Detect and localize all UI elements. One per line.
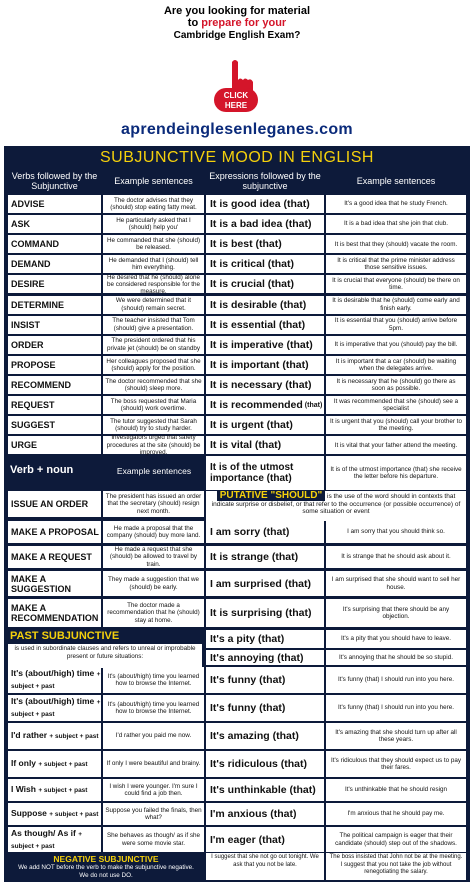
click-label: CLICK [223,91,249,100]
example2-cell: It is necessary that he (should) go there as soon as possible. [326,376,466,394]
past-example2-cell: I'm anxious that he should pay me. [326,803,466,825]
noun-example-cell: They made a suggestion that we (should) be early. [103,571,204,596]
noun-example-cell: He made a proposal that the company (should) buy more land. [103,521,204,543]
expression-cell [206,215,324,233]
site-url[interactable]: aprendeinglesenleganes.com [121,121,353,138]
expression-suffix: (that) [304,401,323,409]
noun-row [8,490,466,518]
past-verb-text: I'd rather [11,730,48,740]
past-row [8,778,466,802]
utmost-expression: It is of the utmost importance (that) [206,456,324,490]
past-example-cell: It's (about/high) time you learned how to browse the Internet. [103,695,204,721]
noun-example2-cell: It's surprising that there should be any objection. [326,599,466,627]
past-expression-cell: It's annoying (that) [206,650,324,665]
table-row [8,315,466,335]
past-example-cell: Suppose you failed the finals, then what? [103,803,204,825]
expression-text: It is necessary (that) [210,378,312,391]
table-row [8,234,466,254]
verb-noun-header: Verb + noun [10,464,74,476]
verb-cell: ADVISE [8,195,101,213]
noun-row [8,520,466,544]
header-examples: Example sentences [114,176,193,186]
noun-row [8,570,466,597]
example2-cell: It is urgent that you (should) call your brother to the meeting. [326,416,466,434]
expression-text: It is urgent (that) [210,419,293,432]
expression-cell [206,296,324,314]
past-verb-suffix: + subject + past [11,830,83,850]
expression-text: It is good idea (that) [210,198,310,210]
noun-verb-cell: MAKE A REQUEST [8,546,101,568]
past-verb-suffix: + subject + past [49,811,99,818]
past-verb-suffix: + subject + past [38,761,88,768]
past-row [8,694,466,722]
noun-example-cell: He made a request that she (should) be allowed to travel by train. [103,546,204,568]
example-cell: The doctor advises that they (should) stop eating fatty meat. [103,195,204,213]
table-row [8,375,466,395]
past-verb-text: I Wish [11,784,36,794]
past-row [8,649,466,666]
negative-example-2: The boss insisted that John not be at the meeting. I suggest that you not take the job without renegotiating the salary. [326,853,466,880]
past-verb-cell [8,827,101,852]
expression-cell [206,416,324,434]
past-verb-text: As though/ As if [11,827,76,838]
noun-expression-cell: It is strange (that) [206,546,324,568]
past-example2-cell: It's ridiculous that they should expect us to pay their fares. [326,751,466,777]
past-verb-cell [8,751,101,777]
past-example2-cell: It's unthinkable that he should resign [326,779,466,801]
pity-example: It's a pity that you should have to leave. [326,630,466,648]
verb-cell: PROPOSE [8,356,101,374]
past-row [8,802,466,826]
verb-cell: RECOMMEND [8,376,101,394]
example2-cell: It is a bad idea that she join that club. [326,215,466,233]
example2-cell: It is essential that you (should) arrive before 5pm. [326,316,466,334]
here-label: HERE [224,101,248,110]
verb-cell: ORDER [8,336,101,354]
example2-cell: It is important that a car (should) be waiting when the delegates arrive. [326,356,466,374]
noun-example2-cell: It is strange that he should ask about it. [326,546,466,568]
example2-cell: It is desirable that he (should) come early and finish early. [326,296,466,314]
verb-cell: SUGGEST [8,416,101,434]
past-expression-cell: I'm eager (that) [206,827,324,852]
noun-example-cell: The president has issued an order that the secretary (should) resign next month. [103,491,204,517]
past-verb-suffix: + subject + past [49,733,99,740]
example-cell: The teacher insisted that Tom (should) give a presentation. [103,316,204,334]
header-expressions: Expressions followed by the subjunctive [209,171,321,191]
example-cell: We were determined that it (should) remain secret. [103,296,204,314]
expression-cell [206,336,324,354]
negative-example-1: I suggest that she not go out tonight. We ask that you not be late. [206,853,324,880]
past-example-cell: I wish I were younger. I'm sure I could find a job then. [103,779,204,801]
expression-text: It is imperative (that) [210,338,313,351]
table-row [8,435,466,455]
expression-cell [206,275,324,293]
example2-cell: It is vital that your father attend the meeting. [326,436,466,454]
past-subjunctive-desc: is used in subordinate clauses and refers to unreal or improbable present or future situations: [8,644,202,668]
verb-cell: DETERMINE [8,296,101,314]
past-expression-cell: It's unthinkable (that) [206,779,324,801]
expression-cell [206,356,324,374]
past-subjunctive-title: PAST SUBJUNCTIVE [10,630,120,642]
expression-cell [206,255,324,273]
noun-example2-cell: I am surprised that she should want to sell her house. [326,571,466,596]
past-verb-text: Suppose [11,808,47,818]
past-verb-cell [8,803,101,825]
past-verb-suffix: + subject + past [11,671,101,690]
expression-cell [206,436,324,454]
table-row [8,355,466,375]
expression-text: It is essential (that) [210,318,306,331]
example2-cell: It is critical that the prime minister address those sensitive issues. [326,255,466,273]
verb-cell: DESIRE [8,275,101,293]
verb-cell: DEMAND [8,255,101,273]
past-expression-cell: It's ridiculous (that) [206,751,324,777]
example-cell: He demanded that I (should) tell him everything. [103,255,204,273]
noun-expression-cell: It is surprising (that) [206,599,324,627]
expression-text: It is vital (that) [210,439,282,452]
expression-text: It is important (that) [210,358,309,371]
table-row [8,295,466,315]
table-row [8,254,466,274]
noun-example-cell: The doctor made a recommendation that he (should) stay at home. [103,599,204,627]
verb-cell: INSIST [8,316,101,334]
past-verb-text: It's (about/high) time [11,696,95,706]
click-here-button[interactable] [208,58,264,118]
verb-cell: ASK [8,215,101,233]
past-expression-cell: It's amazing (that) [206,723,324,749]
table-row [8,274,466,294]
expression-cell [206,396,324,414]
example-cell: He particularly asked that I (should) help you' [103,215,204,233]
expression-text: It is best (that) [210,238,282,251]
past-example2-cell: It's annoying that he should be so stupid. [326,650,466,665]
example-cell: Her colleagues proposed that she (should) apply for the position. [103,356,204,374]
past-verb-suffix: + subject + past [38,787,88,794]
noun-expression-cell: I am surprised (that) [206,571,324,596]
past-example2-cell: It's funny (that) I should run into you here. [326,695,466,721]
verb-noun-examples-header: Example sentences [116,466,192,476]
page-title: SUBJUNCTIVE MOOD IN ENGLISH [100,149,374,166]
table-row [8,194,466,214]
table-row [8,335,466,355]
example-cell: He commanded that she (should) be released. [103,235,204,253]
expression-text: It is crucial (that) [210,278,295,291]
noun-row [8,545,466,569]
expression-text: It is desirable (that) [210,298,307,311]
promo-line-3: Cambridge English Exam? [173,30,301,41]
past-example-cell: She behaves as though/ as if she were some movie star. [103,827,204,852]
expression-cell [206,376,324,394]
past-verb-cell [8,667,101,693]
past-example2-cell: The political campaign is eager that their candidate (should) step out of the shadows. [326,827,466,852]
expression-text: It is a bad idea (that) [210,218,312,231]
past-example-cell: If only I were beautiful and brainy. [103,751,204,777]
example2-cell: It is best that they (should) vacate the room. [326,235,466,253]
header-verbs: Verbs followed by the Subjunctive [11,171,98,191]
example-cell: The doctor recommended that she (should) sleep more. [103,376,204,394]
example2-cell: It is imperative that you (should) pay the bill. [326,336,466,354]
past-verb-suffix: + subject + past [11,699,101,718]
pity-expression: It's a pity (that) [206,630,324,648]
verb-cell: URGE [8,436,101,454]
past-example-cell: I'd rather you paid me now. [103,723,204,749]
past-row [8,826,466,853]
utmost-example: It is of the utmost importance (that) she receive the letter before his departure. [326,456,466,490]
example-cell: The boss requested that Maria (should) work overtime. [103,396,204,414]
promo-banner [0,0,474,146]
example-cell: He desired that he (should) alone be considered responsible for the measure. [103,275,204,293]
putative-box: PUTATIVE "SHOULD" is the use of the word should in contexts that indicate surprise or disbelief, or that refer to the occurrence (or possible occurrence) of some situation or event [206,491,466,521]
expression-cell [206,235,324,253]
example-cell: Investigators urged that safety procedures at the site (should) be improved. [103,436,204,454]
example-cell: The president ordered that his private jet (should) be on standby [103,336,204,354]
past-example2-cell: It's amazing that she should turn up after all these years. [326,723,466,749]
verb-cell: REQUEST [8,396,101,414]
past-verb-cell [8,779,101,801]
past-verb-text: It's (about/high) time [11,668,95,678]
past-verb-cell [8,695,101,721]
noun-expression-cell: I am sorry (that) [206,521,324,543]
past-example-cell: It's (about/high) time you learned how to browse the Internet. [103,667,204,693]
table-row [8,395,466,415]
past-row [8,750,466,778]
noun-verb-cell: ISSUE AN ORDER [8,491,101,517]
past-expression-cell: I'm anxious (that) [206,803,324,825]
promo-line-1: Are you looking for material [163,5,311,17]
past-verb-cell [8,723,101,749]
past-expression-cell: It's funny (that) [206,695,324,721]
example2-cell: It is crucial that everyone (should) be there on time. [326,275,466,293]
noun-verb-cell: MAKE A SUGGESTION [8,571,101,596]
negative-desc: We add NOT before the verb to make the subjunctive negative. We do not use DO. [18,864,194,879]
expression-text: It is critical (that) [210,258,295,271]
noun-verb-cell: MAKE A RECOMMENDATION [8,599,101,627]
negative-subjunctive-title: NEGATIVE SUBJUNCTIVE [53,854,159,864]
promo-line-2: to prepare for your [187,17,287,29]
past-example2-cell: It's funny (that) I should run into you here. [326,667,466,693]
example2-cell: It's a good idea that he study French. [326,195,466,213]
table-row [8,415,466,435]
verb-cell: COMMAND [8,235,101,253]
past-verb-text: If only [11,758,37,768]
header-examples-2: Example sentences [356,176,436,186]
subjunctive-chart [4,146,470,882]
expression-cell [206,316,324,334]
expression-text: It is recommended [210,399,303,411]
past-row [8,722,466,750]
expression-cell [206,195,324,213]
noun-example2-cell: I am sorry that you should think so. [326,521,466,543]
past-expression-cell: It's funny (that) [206,667,324,693]
example2-cell: It was recommended that she (should) see a specialist [326,396,466,414]
example-cell: The tutor suggested that Sarah (should) try to study harder. [103,416,204,434]
table-row [8,214,466,234]
past-row [8,666,466,694]
noun-verb-cell: MAKE A PROPOSAL [8,521,101,543]
noun-row [8,598,466,628]
